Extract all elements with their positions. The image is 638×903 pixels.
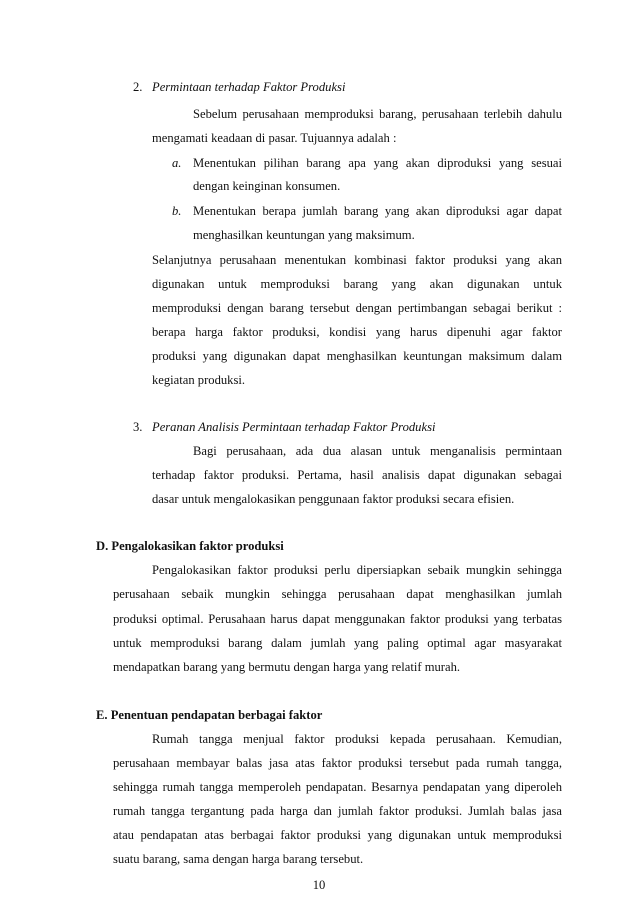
section-e-line1: Rumah tangga menjual faktor produksi kepada perusahaan. Kemudian, xyxy=(152,732,562,746)
item3-title: Peranan Analisis Permintaan terhadap Faktor Produksi xyxy=(152,420,436,434)
section-d-line2: perusahaan sebaik mungkin sehingga perusahaan dapat menghasilkan jumlah xyxy=(113,587,562,601)
item2-para2-line1: Selanjutnya perusahaan menentukan kombinasi faktor produksi yang akan xyxy=(152,253,562,267)
page-number: 10 xyxy=(312,878,326,892)
section-e-line2: perusahaan membayar balas jasa atas faktor produksi tersebut pada rumah tangga, xyxy=(113,756,562,770)
item2-para2-line4: berapa harga faktor produksi, kondisi yang harus dipenuhi agar faktor xyxy=(152,325,562,339)
item2-para2-line5: produksi yang digunakan dapat menghasilkan keuntungan maksimum dalam xyxy=(152,349,562,363)
item2-list-a-line1: Menentukan pilihan barang apa yang akan diproduksi yang sesuai xyxy=(193,156,562,170)
section-e-line6: suatu barang, sama dengan harga barang tersebut. xyxy=(113,852,364,866)
item2-list-a-label: a. xyxy=(172,156,182,170)
section-e-heading: E. Penentuan pendapatan berbagai faktor xyxy=(96,708,323,722)
item3-para-line1: Bagi perusahaan, ada dua alasan untuk menganalisis permintaan xyxy=(193,444,562,458)
item3-number: 3. xyxy=(133,420,143,434)
section-d-heading: D. Pengalokasikan faktor produksi xyxy=(96,539,284,553)
item2-list-b-label: b. xyxy=(172,204,182,218)
section-d-line5: mendapatkan barang yang bermutu dengan harga yang relatif murah. xyxy=(113,660,461,674)
section-d-line1: Pengalokasikan faktor produksi perlu dipersiapkan sebaik mungkin sehingga xyxy=(152,563,562,577)
section-e-line5: atau pendapatan atas berbagai faktor produksi yang digunakan untuk memproduksi xyxy=(113,828,562,842)
section-e-line4: rumah tangga tergantung pada harga dan jumlah faktor produksi. Jumlah balas jasa xyxy=(113,804,562,818)
item2-para1-line1: Sebelum perusahaan memproduksi barang, perusahaan terlebih dahulu xyxy=(193,107,562,121)
item2-title: Permintaan terhadap Faktor Produksi xyxy=(152,80,346,94)
item2-para2-line6: kegiatan produksi. xyxy=(152,373,246,387)
item2-para2-line3: memproduksi dengan barang tersebut dengan pertimbangan sebagai berikut : xyxy=(152,301,562,315)
section-d-line4: untuk memproduksi barang dalam jumlah yang paling optimal agar masyarakat xyxy=(113,636,562,650)
item2-list-a-line2: dengan keinginan konsumen. xyxy=(193,179,341,193)
item3-para-line2: terhadap faktor produksi. Pertama, hasil analisis dapat digunakan sebagai xyxy=(152,468,562,482)
item2-list-b-line1: Menentukan berapa jumlah barang yang akan diproduksi agar dapat xyxy=(193,204,562,218)
item2-para2-line2: digunakan untuk memproduksi barang yang akan digunakan untuk xyxy=(152,277,562,291)
section-e-line3: sehingga rumah tangga memperoleh pendapatan. Besarnya pendapatan yang diperoleh xyxy=(113,780,562,794)
item3-para-line3: dasar untuk mengalokasikan penggunaan faktor produksi secara efisien. xyxy=(152,492,515,506)
section-d-line3: produksi optimal. Perusahaan harus dapat menggunakan faktor produksi yang terbatas xyxy=(113,612,562,626)
item2-number: 2. xyxy=(133,80,143,94)
item2-para1-line2: mengamati keadaan di pasar. Tujuannya adalah : xyxy=(152,131,397,145)
item2-list-b-line2: menghasilkan keuntungan yang maksimum. xyxy=(193,228,415,242)
